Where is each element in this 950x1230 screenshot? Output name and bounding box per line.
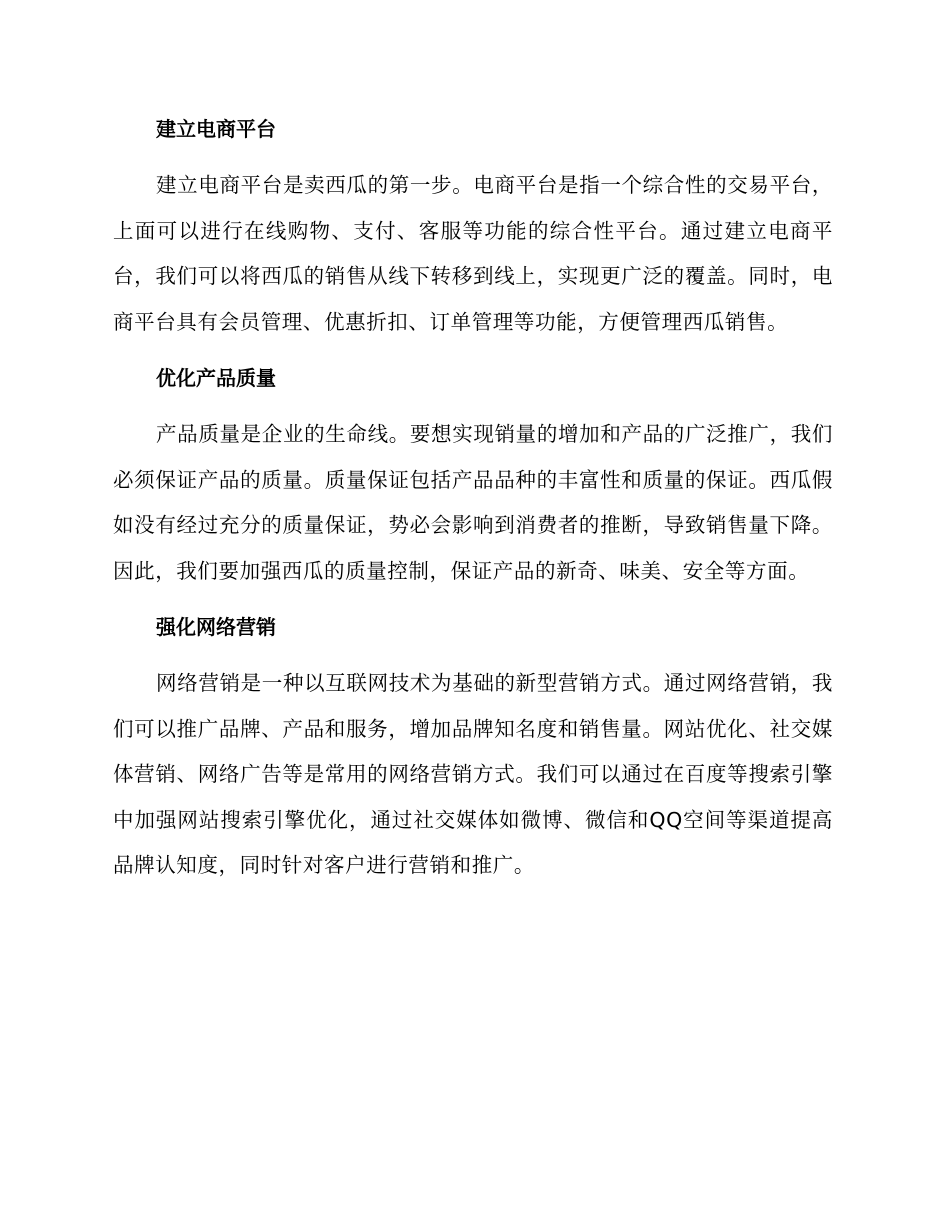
section-heading: 优化产品质量 <box>156 366 276 390</box>
section-paragraph: 网络营销是一种以互联网技术为基础的新型营销方式。通过网络营销，我们可以推广品牌、产品和服务，增加品牌知名度和销售量。网站优化、社交媒体营销、网络广告等是常用的网络营销方式。我们可以通过在百度等搜索引擎中加强网站搜索引擎优化，通过社交媒体如微博、微信和QQ空间等渠道提高品牌认知度，同时针对客户进行营销和推广。 <box>113 671 833 877</box>
document-body <box>113 106 833 899</box>
section-paragraph: 建立电商平台是卖西瓜的第一步。电商平台是指一个综合性的交易平台，上面可以进行在线购物、支付、客服等功能的综合性平台。通过建立电商平台，我们可以将西瓜的销售从线下转移到线上，实现更广泛的覆盖。同时，电商平台具有会员管理、优惠折扣、订单管理等功能，方便管理西瓜销售。 <box>113 173 833 334</box>
section-online-marketing <box>113 604 833 889</box>
section-product-quality <box>113 355 833 594</box>
section-heading: 强化网络营销 <box>156 615 276 639</box>
section-ecommerce-platform <box>113 106 833 345</box>
section-paragraph: 产品质量是企业的生命线。要想实现销量的增加和产品的广泛推广，我们必须保证产品的质量。质量保证包括产品品种的丰富性和质量的保证。西瓜假如没有经过充分的质量保证，势必会影响到消费者的推断，导致销售量下降。因此，我们要加强西瓜的质量控制，保证产品的新奇、味美、安全等方面。 <box>113 422 833 583</box>
section-heading: 建立电商平台 <box>156 117 276 141</box>
